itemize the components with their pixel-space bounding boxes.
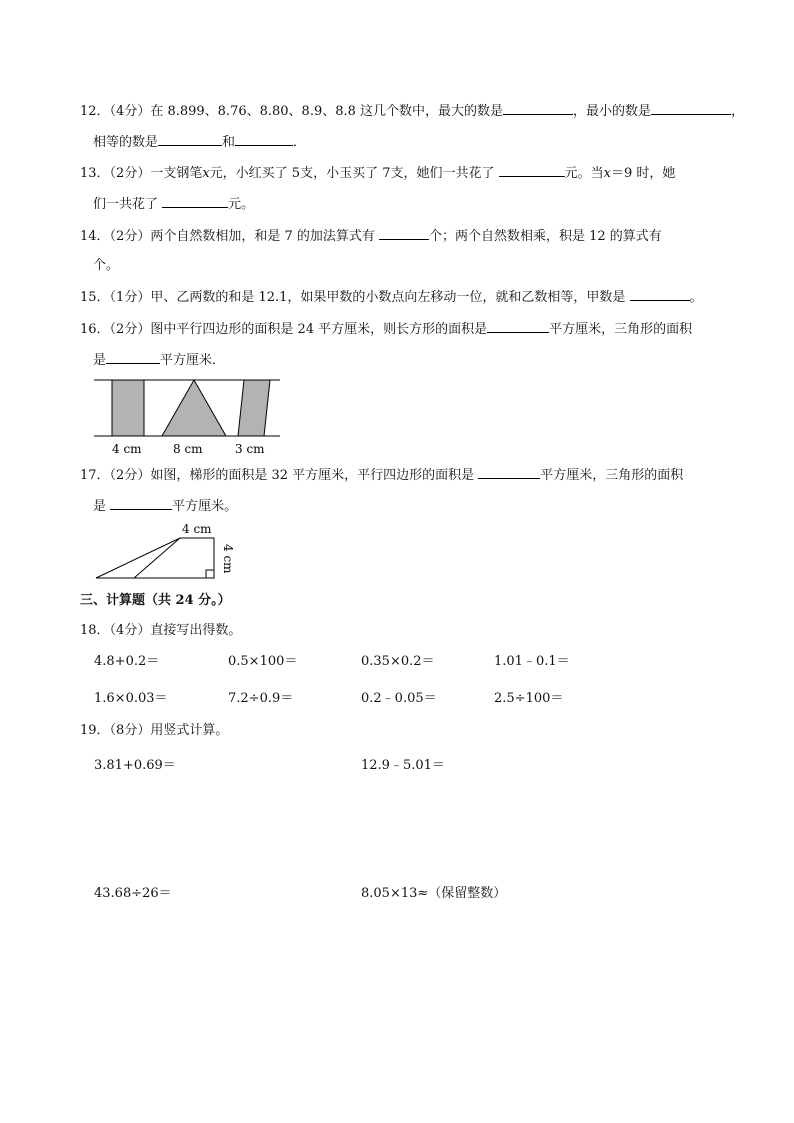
q17-blank-para[interactable]: [478, 466, 540, 479]
q15-text-a: 15．（1分）甲、乙两数的和是 12.1，如果甲数的小数点向左移动一位，就和乙数相等，甲数是: [80, 290, 626, 305]
q15-line1: [80, 288, 703, 307]
q18-r1-c1: 4.8+0.2＝: [94, 654, 160, 669]
q17-text-a: 17．（2分）如图，梯形的面积是 32 平方厘米，平行四边形的面积是: [80, 468, 475, 483]
q17-text-c: 是: [93, 499, 107, 514]
q18-r1-c4: 1.01﹣0.1＝: [494, 654, 570, 669]
q18-r1-c3: 0.35×0.2＝: [361, 654, 435, 669]
q14-text-b: 个；两个自然数相乘，积是 12 的算式有: [429, 229, 662, 244]
q16-text-a: 16．（2分）图中平行四边形的面积是 24 平方厘米，则长方形的面积是: [80, 322, 488, 337]
q12-blank-min[interactable]: [651, 102, 731, 115]
q17-blank-tri[interactable]: [110, 497, 172, 510]
q18-r1-c2: 0.5×100＝: [228, 654, 298, 669]
q13-var-x-2: x: [603, 166, 611, 181]
q14-text-c: 个。: [93, 258, 120, 273]
q13-var-x: x: [202, 166, 210, 181]
q16-text-c: 是: [93, 353, 107, 368]
q12-blank-max[interactable]: [503, 102, 573, 115]
q17-trapezoid-shape: [96, 538, 214, 578]
q17-figure: [92, 520, 242, 582]
q13-text-b: 元，小红买了 5支，小玉买了 7支，她们一共花了: [209, 166, 495, 181]
q12-text-d: 相等的数是: [93, 135, 159, 150]
q13-text-e: 们一共花了: [93, 197, 159, 212]
q17-text-d: 平方厘米。: [172, 499, 238, 514]
q12-text-b: ，最小的数是: [573, 104, 652, 119]
q13-text-f: 元。: [228, 197, 255, 212]
q12-line2: [93, 133, 306, 152]
q18-r2-c2: 7.2÷0.9＝: [228, 691, 294, 706]
q16-text-d: 平方厘米．: [160, 353, 226, 368]
q16-text-b: 平方厘米，三角形的面积: [549, 322, 693, 337]
q13-text-c: 元。当: [564, 166, 604, 181]
q16-parallelogram-shape: [238, 380, 270, 436]
q17-text-b: 平方厘米，三角形的面积: [540, 468, 684, 483]
q16-rectangle-shape: [112, 380, 144, 436]
q18-r2-c4: 2.5÷100＝: [494, 691, 564, 706]
q14-text-a: 14．（2分）两个自然数相加，和是 7 的加法算式有: [80, 229, 375, 244]
q16-blank-tri[interactable]: [106, 351, 160, 364]
q16-label-para: 3 cm: [235, 442, 265, 456]
q16-figure-svg: [90, 374, 285, 458]
q17-right-angle-mark: [206, 570, 214, 578]
q18-r2-c3: 0.2﹣0.05＝: [361, 691, 437, 706]
q12-line1: [80, 102, 744, 121]
q16-label-rect: 4 cm: [112, 442, 142, 456]
q18-title: 18．（4分）直接写出得数。: [80, 623, 242, 638]
q17-line2: [93, 497, 237, 516]
q19-item-4: 8.05×13≈（保留整数）: [361, 886, 507, 901]
q16-figure: [90, 374, 285, 458]
q12-blank-equal-1[interactable]: [158, 133, 222, 146]
q16-triangle-shape: [162, 380, 226, 436]
q13-blank-value[interactable]: [162, 195, 228, 208]
q14-line1: [80, 227, 662, 246]
q12-text-f: ．: [293, 135, 307, 150]
section3-title: 三、计算题（共 24 分。）: [80, 593, 231, 608]
q19-item-2: 12.9﹣5.01＝: [361, 758, 445, 773]
q14-line2: [93, 257, 119, 275]
q16-blank-rect[interactable]: [487, 320, 549, 333]
q13-line1: [80, 164, 675, 183]
q16-line2: [93, 351, 225, 370]
q13-line2: [93, 195, 254, 214]
q16-line1: [80, 320, 692, 339]
q12-text-e: 和: [222, 135, 236, 150]
q19-item-1: 3.81+0.69＝: [94, 758, 176, 773]
q18-r2-c1: 1.6×0.03＝: [94, 691, 168, 706]
q17-label-side: 4 cm: [221, 544, 235, 574]
q12-blank-equal-2[interactable]: [235, 133, 293, 146]
q19-item-3: 43.68÷26＝: [94, 886, 172, 901]
q15-text-b: 。: [689, 290, 703, 305]
q12-text-a: 12．（4分）在 8.899、8.76、8.80、8.9、8.8 这几个数中，最大的数是: [80, 104, 504, 119]
q13-blank-total[interactable]: [499, 164, 565, 177]
q17-inner-line: [134, 538, 180, 578]
q17-line1: [80, 466, 683, 485]
q16-label-tri: 8 cm: [173, 442, 203, 456]
q17-label-top: 4 cm: [182, 522, 212, 536]
q13-text-a: 13．（2分）一支钢笔: [80, 166, 203, 181]
q19-title: 19．（8分）用竖式计算。: [80, 723, 229, 738]
q15-blank-a[interactable]: [630, 288, 690, 301]
q17-figure-svg: [92, 520, 242, 582]
q13-text-d: ＝9 时，她: [610, 166, 676, 181]
q14-blank-add[interactable]: [379, 227, 429, 240]
q12-text-c: ，: [731, 104, 745, 119]
